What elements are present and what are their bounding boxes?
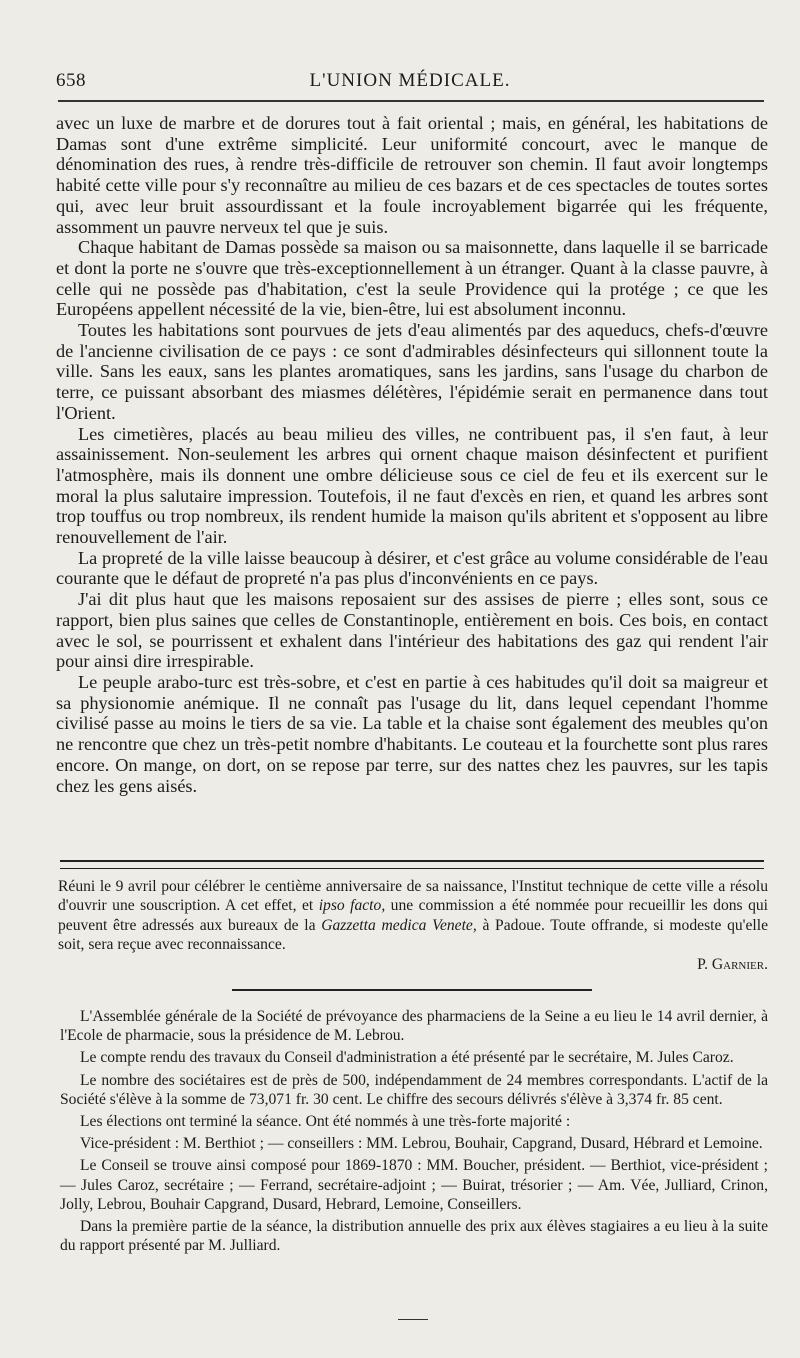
report-paragraph: L'Assemblée générale de la Société de prévoyance des pharmaciens de la Seine a eu lieu le 14 avril dernier, à l'Ecole de pharmacie, sous la présidence de M. Lebrou.: [60, 1008, 768, 1045]
report-paragraph: Le compte rendu des travaux du Conseil d'administration a été présenté par le secrétaire, M. Jules Caroz.: [80, 1049, 734, 1067]
running-title: L'UNION MÉDICALE.: [309, 70, 511, 91]
end-rule: [398, 1319, 428, 1320]
report-paragraph: Le Conseil se trouve ainsi composé pour 1869-1870 : MM. Boucher, président. — Berthiot, vice-président ; — Jules Caroz, secrétaire ; — Ferrand, secrétaire-adjoint ; — Buirat, trésorier ; — Am. Vée, Julliard, Crinon, Jolly, Lebrou, Bouhair Capgrand, Dusard, Hebrard, Lemoine, Conseillers.: [60, 1157, 768, 1213]
section-divider: [60, 860, 764, 869]
notice-text: une commission a été nommée pour recueillir les dons qui peuvent être adressés aux bureaux de la: [58, 897, 768, 934]
notice-paragraph: [58, 877, 768, 955]
article-paragraph: Chaque habitant de Damas possède sa maison ou sa maisonnette, dans laquelle il se barricade et dont la porte ne s'ouvre que très-exceptionnellement à un étranger. Quant à la classe pauvre, à celle qui ne possède pas d'habitation, c'est la seule Providence qui la protége ; ce que les Européens appellent nécessité de la vie, bien-être, lui est absolument inconnu.: [56, 237, 768, 320]
notice-journal-title: Gazzetta medica Venete,: [321, 916, 477, 934]
notice-italic-phrase: ipso facto,: [318, 897, 386, 915]
article-paragraph: J'ai dit plus haut que les maisons reposaient sur des assises de pierre ; elles sont, sous ce rapport, bien plus saines que celles de Constantinople, entièrement en bois. Ces bois, en contact avec le sol, se pourrissent et exhalent dans l'intérieur des habitations des gaz qui rendent l'air pour ainsi dire irrespirable.: [56, 589, 768, 672]
header-rule: [58, 100, 764, 102]
notice-text: Réuni le 9 avril pour célébrer le centième anniversaire de sa naissance, l'Institut technique de cette ville a résolu d'ouvrir une souscription. A cet effet, et: [58, 878, 768, 915]
article-paragraph: Le peuple arabo-turc est très-sobre, et c'est en partie à ces habitudes qu'il doit sa maigreur et sa physionomie anémique. Il ne connaît pas l'usage du lit, dans lequel cependant l'homme civilisé passe au moins le tiers de sa vie. La table et la chaise sont également des meubles qu'on ne rencontre que chez un très-petit nombre d'habitants. Le couteau et la fourchette sont plus rares encore. On mange, on dort, on se repose par terre, sur des nattes chez les pauvres, sur les tapis chez les gens aisés.: [56, 671, 768, 796]
article-paragraph: Les cimetières, placés au beau milieu des villes, ne contribuent pas, il s'en faut, à leur assainissement. Non-seulement les arbres qui ornent chaque maison désinfectent et purifient l'atmosphère, mais ils donnent une ombre délicieuse sous ce ciel de feu et ils exercent sur le moral la plus salutaire impression. Toutefois, il ne faut d'excès en rien, et quand les arbres sont trop touffus ou trop nombreux, ils rendent humide la maison qu'ils abritent et s'opposent au libre renouvellement de l'air.: [56, 423, 768, 548]
report-paragraph: Le nombre des sociétaires est de près de 500, indépendamment de 24 membres correspondants. L'actif de la Société s'élève à la somme de 73,071 fr. 30 cent. Le chiffre des secours délivrés s'élève à 3,374 fr. 85 cent.: [60, 1071, 768, 1108]
article-body: [56, 113, 768, 796]
notice-text: à Padoue. Toute offrande, si modeste qu'elle soit, sera reçue avec reconnaissance.: [58, 916, 768, 954]
article-paragraph: avec un luxe de marbre et de dorures tout à fait oriental ; mais, en général, les habitations de Damas sont d'une extrême simplicité. Leur uniformité concourt, avec le manque de dénomination des rues, à rendre très-difficile de retrouver son chemin. Il faut avoir longtemps habité cette ville pour s'y reconnaître au milieu de ces bazars et de ces spectacles de toutes sortes qui, avec leur bruit assourdissant et la foule incroyablement bigarrée qui les fréquente, assomment un pauvre nerveux tel que je suis.: [56, 113, 768, 237]
page-header: [56, 70, 764, 100]
section-divider: [232, 989, 592, 991]
report-paragraph: Les élections ont terminé la séance. Ont été nommés à une très-forte majorité :: [80, 1113, 571, 1131]
society-report: [60, 1007, 768, 1258]
notice-signature: P. Garnier.: [697, 955, 768, 973]
subscription-notice: [58, 877, 768, 974]
page-number: 658: [56, 70, 86, 91]
article-paragraph: La propreté de la ville laisse beaucoup à désirer, et c'est grâce au volume considérable de l'eau courante que le défaut de propreté n'a pas plus d'inconvénients en ce pays.: [56, 547, 768, 589]
report-paragraph: Dans la première partie de la séance, la distribution annuelle des prix aux élèves stagiaires a eu lieu à la suite du rapport présenté par M. Julliard.: [60, 1218, 768, 1255]
article-paragraph: Toutes les habitations sont pourvues de jets d'eau alimentés par des aqueducs, chefs-d'œuvre de l'ancienne civilisation de ce pays : ce sont d'admirables désinfecteurs qui sillonnent toute la ville. Sans les eaux, sans les plantes aromatiques, sans les jardins, sans l'usage du charbon de terre, ce puissant absorbant des miasmes délétères, l'épidémie serait en permanence dans tout l'Orient.: [56, 320, 768, 423]
report-paragraph: Vice-président : M. Berthiot ; — conseillers : MM. Lebrou, Bouhair, Capgrand, Dusard, Hébrard et Lemoine.: [80, 1135, 763, 1153]
